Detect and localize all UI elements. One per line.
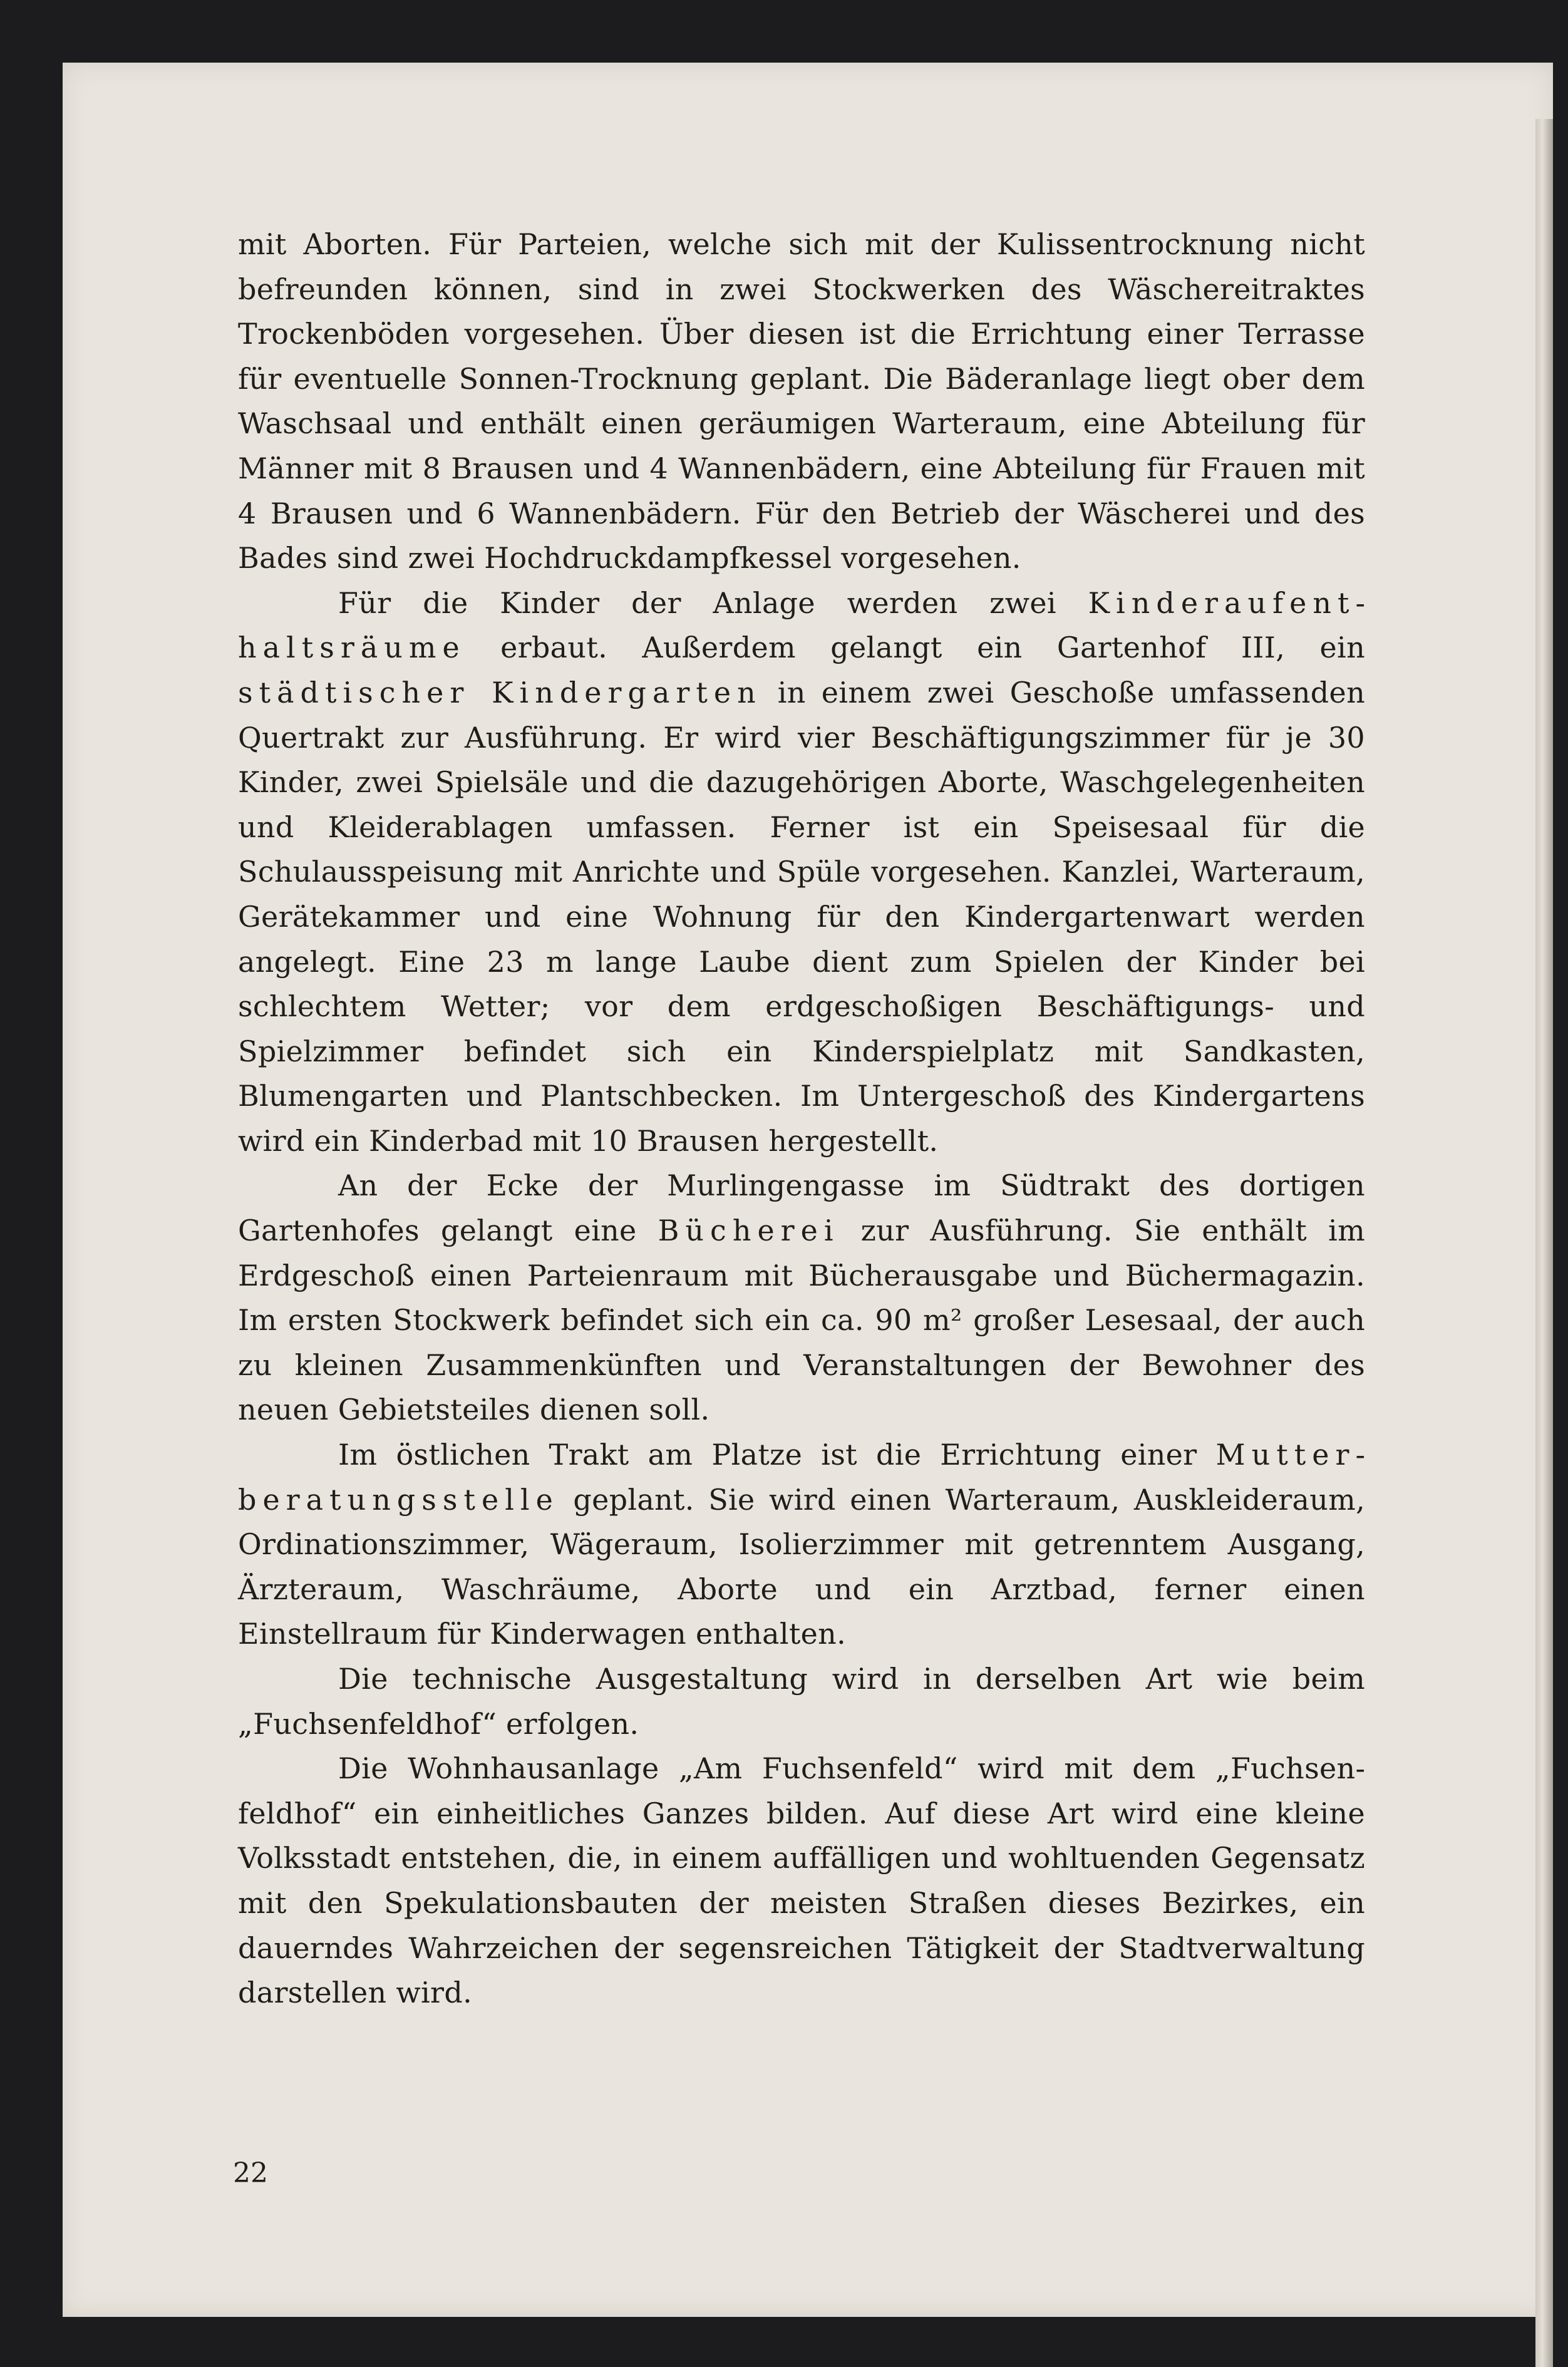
paragraph-laundry-baths <box>238 222 1365 581</box>
paragraph-text: Für die Kinder der Anlage werden zwei <box>338 585 1088 620</box>
paragraph-text: erbaut. Außerdem gelangt ein Gartenhof III, ein <box>465 631 1365 665</box>
emphasized-term: städtischer Kindergarten <box>238 675 762 709</box>
paragraph-technical-design <box>238 1657 1365 1746</box>
paragraph-kindergarten <box>238 581 1365 1164</box>
page-edge-shadow <box>1535 119 1553 2367</box>
emphasized-term: Mutterberatungsstelle <box>238 1438 1365 1517</box>
paragraph-text: An der Ecke der Murlingengasse im Südtrakt des dortigen Gartenhofes gelangt eine <box>238 1168 1365 1248</box>
paragraph-text: in einem zwei Geschoße umfassenden Quertrakt zur Ausführung. Er wird vier Beschäftigungszimmer für je 30 Kinder, zwei Spielsäle und die dazugehörigen Aborte, Waschgelegenheiten und Kleiderablagen umfassen. Ferner ist ein Speisesaal für die Schulausspeisung mit Anrichte und Spüle vorgesehen. Kanzlei, Warteraum, Gerätekammer und eine Wohnung für den Kindergartenwart werden angelegt. Eine 23 m lange Laube dient zum Spielen der Kinder bei schlechtem Wetter; vor dem erdgeschoßigen Beschäftigungs- und Spielzimmer befindet sich ein Kinderspielplatz mit Sandkasten, Blumengarten und Plantschbecken. Im Untergeschoß des Kindergartens wird ein Kinderbad mit 10 Brausen hergestellt. <box>238 675 1365 1158</box>
paragraph-text: geplant. Sie wird einen Warteraum, Auskleideraum, Ordinationszimmer, Wägeraum, Isolierzimmer mit getrenntem Ausgang, Ärzteraum, Waschräume, Aborte und ein Arztbad, ferner einen Einstellraum für Kinderwagen enthalten. <box>238 1482 1365 1651</box>
paragraph-text: mit Aborten. Für Parteien, welche sich mit der Kulissentrocknung nicht befreunden können, sind in zwei Stockwerken des Wäschereitraktes Trockenböden vorgesehen. Über diesen ist die Errichtung einer Terrasse für eventuelle Sonnen-Trocknung geplant. Die Bäderanlage liegt ober dem Waschsaal und enthält einen geräumigen Warteraum, eine Abteilung für Männer mit 8 Brausen und 4 Wannenbädern, eine Abteilung für Frauen mit 4 Brausen und 6 Wannenbädern. Für den Betrieb der Wäscherei und des Bades sind zwei Hochdruckdampfkessel vorgesehen. <box>238 227 1365 575</box>
paper-sheet <box>63 63 1553 2317</box>
paragraph-library <box>238 1163 1365 1433</box>
paragraph-maternity-counseling <box>238 1433 1365 1657</box>
paragraph-text: Im östlichen Trakt am Platze ist die Errichtung einer <box>338 1438 1216 1472</box>
paragraph-text: Die Wohnhausanlage „Am Fuchsenfeld“ wird mit dem „Fuchsenfeldhof“ ein einheitliches Ganzes bilden. Auf diese Art wird eine kleine Volksstadt entstehen, die, in einem auffälligen und wohltuenden Gegensatz mit den Spekulationsbauten der meisten Straßen dieses Bezirkes, ein dauerndes Wahrzeichen der segensreichen Tätigkeit der Stadtverwaltung darstellen wird. <box>238 1751 1365 2010</box>
body-text <box>238 222 1365 2016</box>
paragraph-text: Die technische Ausgestaltung wird in derselben Art wie beim „Fuchsenfeldhof“ erfolgen. <box>238 1662 1365 1741</box>
page-number: 22 <box>233 2157 268 2189</box>
paragraph-text: zur Ausführung. Sie enthält im Erdgeschoß einen Parteienraum mit Bücherausgabe und Büchermagazin. Im ersten Stockwerk befindet sich ein ca. 90 m² großer Lesesaal, der auch zu kleinen Zusammenkünften und Veranstaltungen der Bewohner des neuen Gebietsteiles dienen soll. <box>238 1214 1365 1427</box>
emphasized-term: Bücherei <box>658 1214 840 1248</box>
paragraph-housing-complex <box>238 1746 1365 2016</box>
emphasized-term: Kinderaufenthaltsräume <box>238 585 1365 665</box>
